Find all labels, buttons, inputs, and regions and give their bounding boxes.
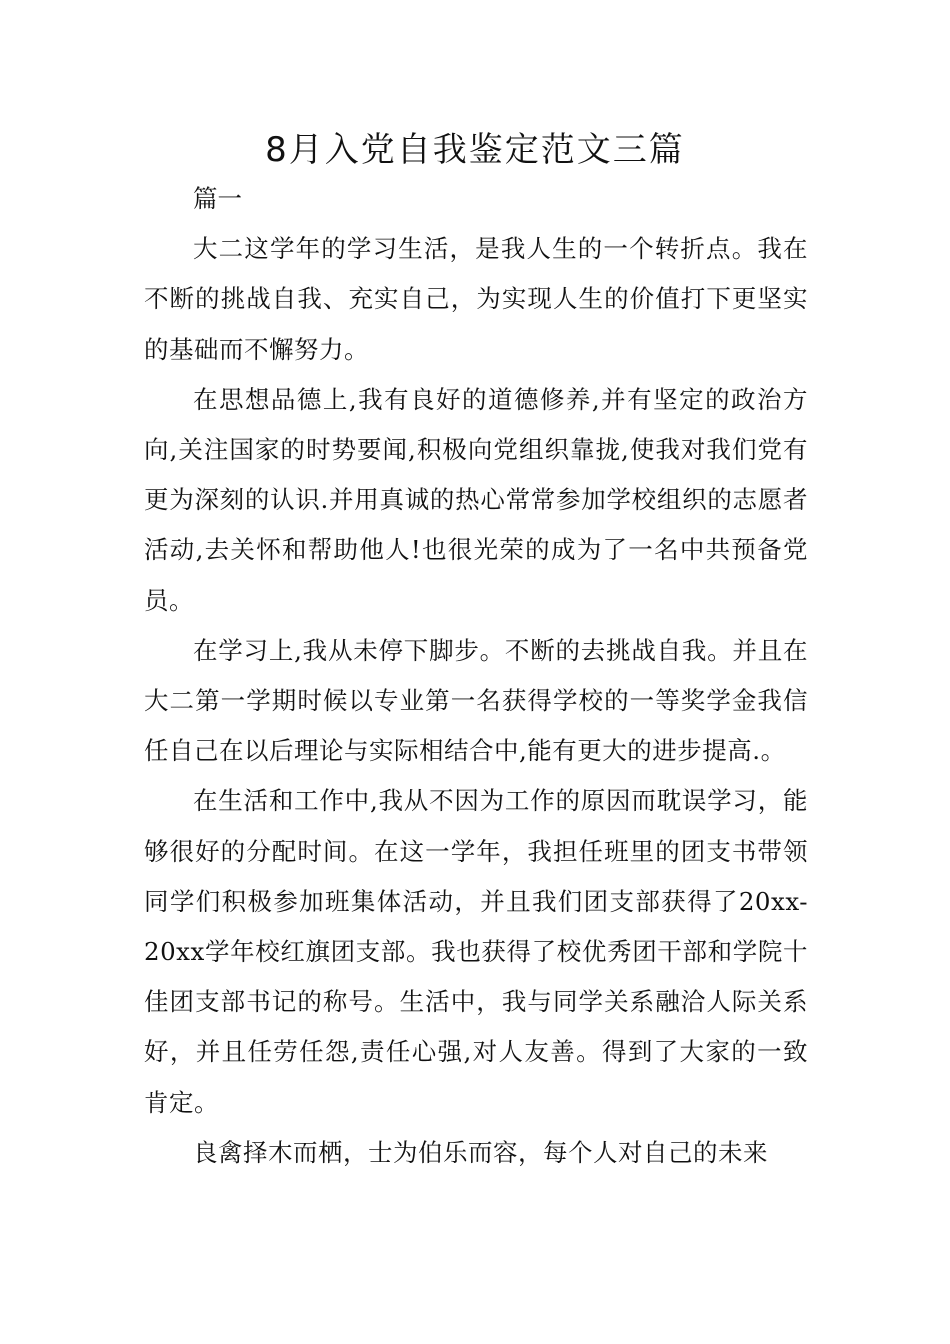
paragraph-4: 在生活和工作中,我从不因为工作的原因而耽误学习，能够很好的分配时间。在这一学年，我担任班里的团支书带领同学们积极参加班集体活动，并且我们团支部获得了20xx-20xx学年校红旗团支部。我也获得了校优秀团干部和学院十佳团支部书记的称号。生活中，我与同学关系融洽人际关系好，并且任劳任怨,责任心强,对人友善。得到了大家的一致肯定。 — [144, 786, 808, 1117]
section-label: 篇一 — [193, 184, 242, 213]
paragraph-3: 在学习上,我从未停下脚步。不断的去挑战自我。并且在大二第一学期时候以专业第一名获得学校的一等奖学金我信任自己在以后理论与实际相结合中,能有更大的进步提高.。 — [144, 635, 808, 766]
document-body — [144, 174, 808, 1178]
paragraph-2: 在思想品德上,我有良好的道德修养,并有坚定的政治方向,关注国家的时势要闻,积极向党组织靠拢,使我对我们党有更为深刻的认识.并用真诚的热心常常参加学校组织的志愿者活动,去关怀和帮助他人!也很光荣的成为了一名中共预备党员。 — [144, 384, 808, 615]
paragraph-5: 良禽择木而栖，士为伯乐而容，每个人对自己的未来 — [193, 1137, 768, 1167]
document-title: 8月入党自我鉴定范文三篇 — [265, 130, 685, 170]
paragraph-1: 大二这学年的学习生活，是我人生的一个转折点。我在不断的挑战自我、充实自己，为实现人生的价值打下更坚实的基础而不懈努力。 — [144, 234, 808, 364]
